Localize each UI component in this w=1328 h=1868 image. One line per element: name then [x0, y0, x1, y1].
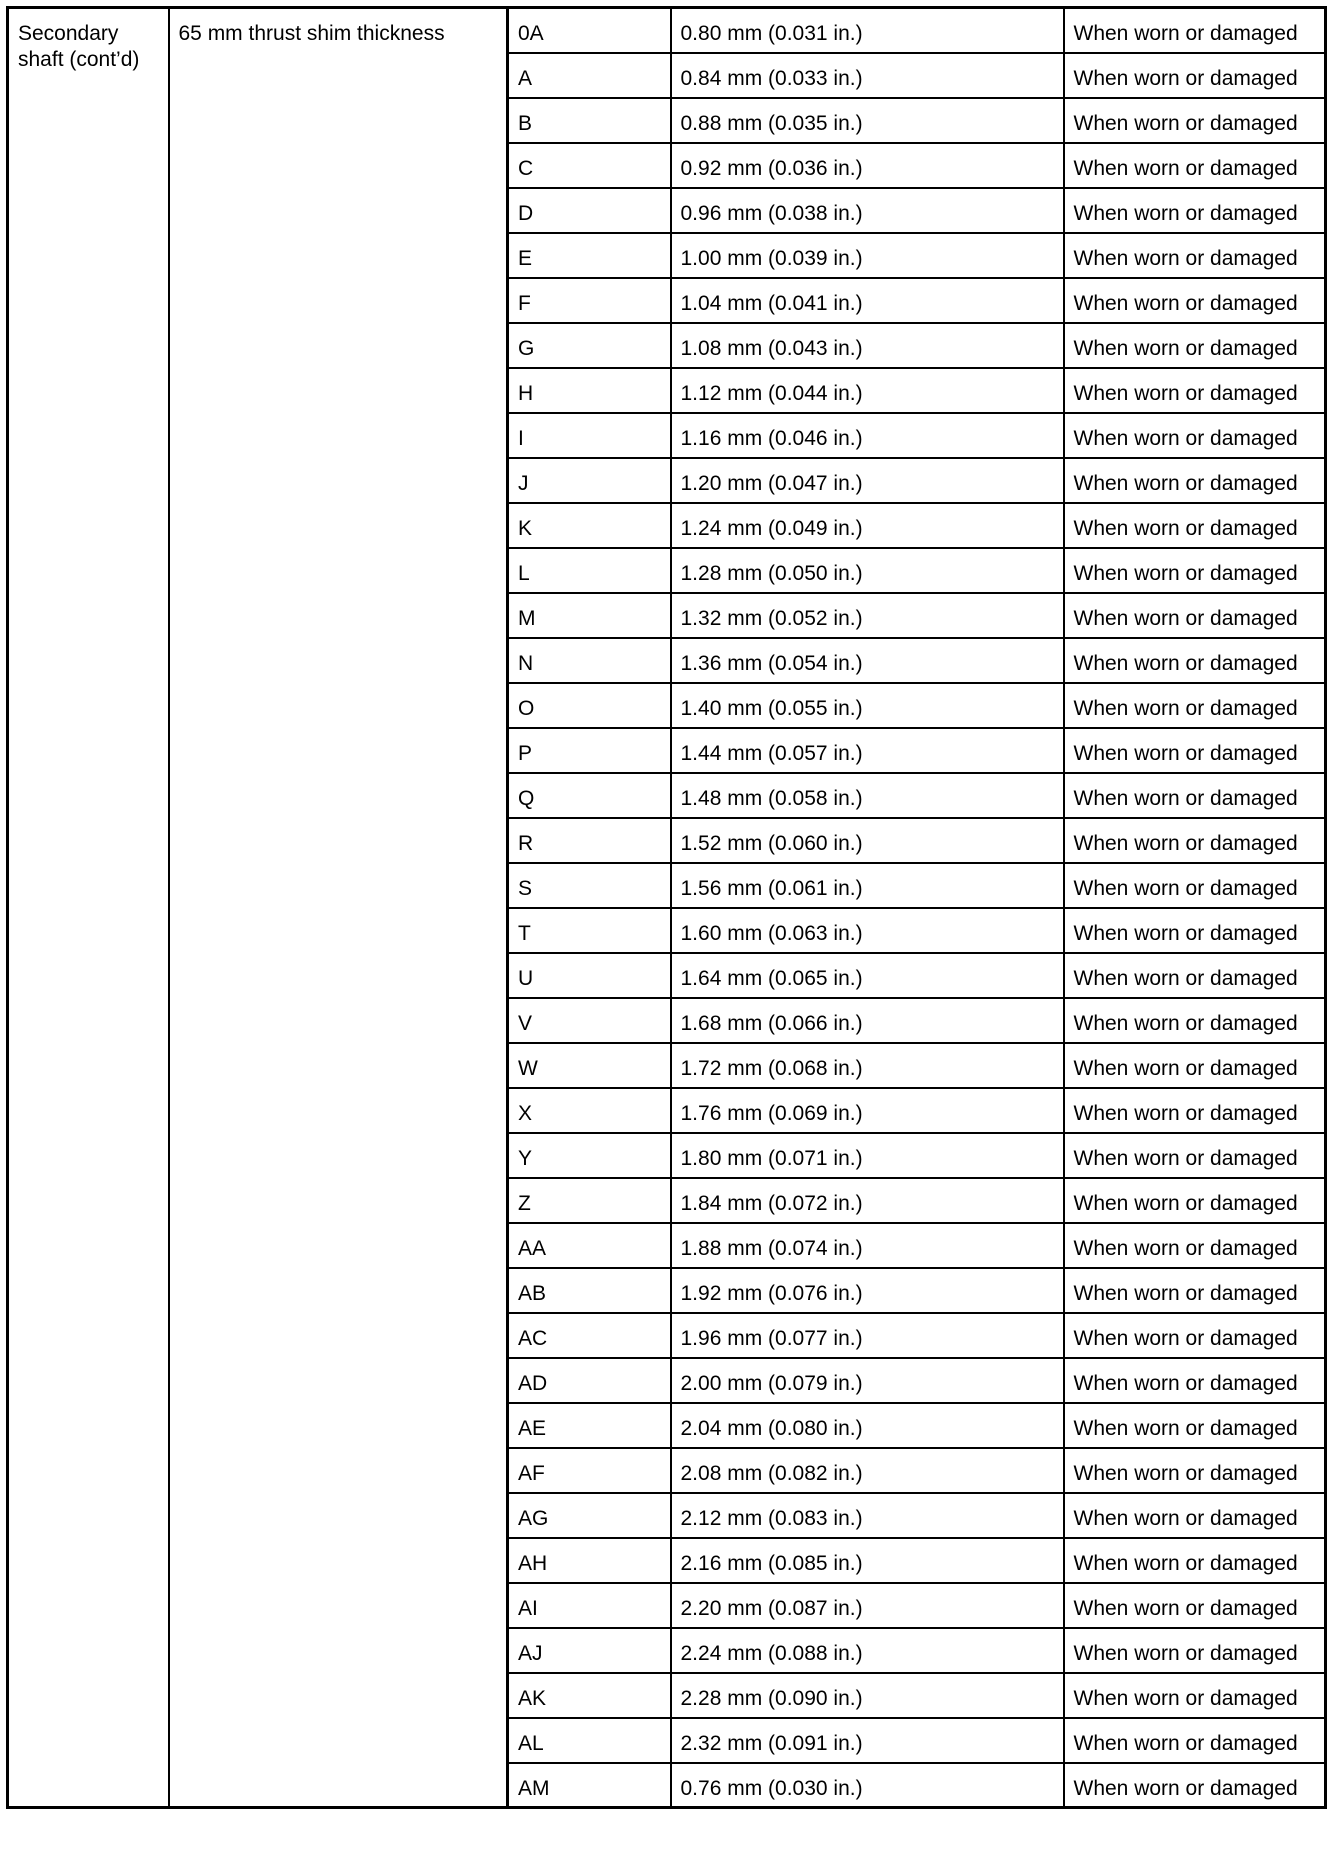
shim-thickness-cell: 2.04 mm (0.080 in.) — [671, 1403, 1064, 1448]
service-limit-cell: When worn or damaged — [1064, 1088, 1326, 1133]
shim-code-cell: U — [508, 953, 671, 998]
shim-thickness-cell: 2.20 mm (0.087 in.) — [671, 1583, 1064, 1628]
shim-code-cell: N — [508, 638, 671, 683]
service-limit-cell: When worn or damaged — [1064, 593, 1326, 638]
service-limit-cell: When worn or damaged — [1064, 503, 1326, 548]
shim-code-cell: J — [508, 458, 671, 503]
shim-code-cell: C — [508, 143, 671, 188]
shim-thickness-cell: 0.84 mm (0.033 in.) — [671, 53, 1064, 98]
shim-thickness-cell: 2.12 mm (0.083 in.) — [671, 1493, 1064, 1538]
shim-code-cell: Y — [508, 1133, 671, 1178]
shim-code-cell: L — [508, 548, 671, 593]
service-limit-cell: When worn or damaged — [1064, 548, 1326, 593]
service-limit-cell: When worn or damaged — [1064, 1493, 1326, 1538]
shim-code-cell: AA — [508, 1223, 671, 1268]
service-limit-cell: When worn or damaged — [1064, 683, 1326, 728]
service-limit-cell: When worn or damaged — [1064, 1538, 1326, 1583]
shim-code-cell: AM — [508, 1763, 671, 1808]
shim-code-cell: AG — [508, 1493, 671, 1538]
shim-thickness-cell: 1.76 mm (0.069 in.) — [671, 1088, 1064, 1133]
service-limit-cell: When worn or damaged — [1064, 908, 1326, 953]
shim-code-cell: O — [508, 683, 671, 728]
shim-thickness-cell: 1.48 mm (0.058 in.) — [671, 773, 1064, 818]
service-limit-cell: When worn or damaged — [1064, 1718, 1326, 1763]
shim-code-cell: H — [508, 368, 671, 413]
shim-code-cell: AE — [508, 1403, 671, 1448]
shim-code-cell: G — [508, 323, 671, 368]
shim-code-cell: V — [508, 998, 671, 1043]
service-limit-cell: When worn or damaged — [1064, 98, 1326, 143]
service-limit-cell: When worn or damaged — [1064, 638, 1326, 683]
shim-code-cell: AH — [508, 1538, 671, 1583]
shim-code-cell: AC — [508, 1313, 671, 1358]
shim-thickness-cell: 1.36 mm (0.054 in.) — [671, 638, 1064, 683]
part-name-cell: Secondary shaft (cont’d) — [8, 8, 169, 1808]
shim-thickness-cell: 2.32 mm (0.091 in.) — [671, 1718, 1064, 1763]
service-limit-cell: When worn or damaged — [1064, 1403, 1326, 1448]
shim-spec-table — [6, 6, 1327, 1809]
shim-code-cell: K — [508, 503, 671, 548]
service-limit-cell: When worn or damaged — [1064, 368, 1326, 413]
shim-thickness-cell: 1.44 mm (0.057 in.) — [671, 728, 1064, 773]
shim-thickness-cell: 1.32 mm (0.052 in.) — [671, 593, 1064, 638]
service-limit-cell: When worn or damaged — [1064, 818, 1326, 863]
shim-thickness-cell: 1.20 mm (0.047 in.) — [671, 458, 1064, 503]
shim-code-cell: S — [508, 863, 671, 908]
shim-code-cell: R — [508, 818, 671, 863]
shim-code-cell: E — [508, 233, 671, 278]
shim-thickness-cell: 1.24 mm (0.049 in.) — [671, 503, 1064, 548]
shim-thickness-cell: 1.40 mm (0.055 in.) — [671, 683, 1064, 728]
shim-code-cell: AL — [508, 1718, 671, 1763]
shim-thickness-cell: 0.92 mm (0.036 in.) — [671, 143, 1064, 188]
shim-thickness-cell: 1.68 mm (0.066 in.) — [671, 998, 1064, 1043]
shim-thickness-cell: 2.00 mm (0.079 in.) — [671, 1358, 1064, 1403]
shim-thickness-cell: 1.52 mm (0.060 in.) — [671, 818, 1064, 863]
shim-code-cell: AB — [508, 1268, 671, 1313]
service-limit-cell: When worn or damaged — [1064, 1763, 1326, 1808]
shim-code-cell: I — [508, 413, 671, 458]
shim-thickness-cell: 0.96 mm (0.038 in.) — [671, 188, 1064, 233]
service-limit-cell: When worn or damaged — [1064, 773, 1326, 818]
service-limit-cell: When worn or damaged — [1064, 1583, 1326, 1628]
service-limit-cell: When worn or damaged — [1064, 1313, 1326, 1358]
shim-code-cell: W — [508, 1043, 671, 1088]
shim-thickness-cell: 1.92 mm (0.076 in.) — [671, 1268, 1064, 1313]
shim-thickness-cell: 2.24 mm (0.088 in.) — [671, 1628, 1064, 1673]
spec-table-body — [8, 8, 1326, 1808]
shim-thickness-cell: 1.64 mm (0.065 in.) — [671, 953, 1064, 998]
shim-code-cell: AJ — [508, 1628, 671, 1673]
shim-thickness-cell: 1.12 mm (0.044 in.) — [671, 368, 1064, 413]
shim-thickness-cell: 1.04 mm (0.041 in.) — [671, 278, 1064, 323]
service-limit-cell: When worn or damaged — [1064, 233, 1326, 278]
service-limit-cell: When worn or damaged — [1064, 953, 1326, 998]
service-limit-cell: When worn or damaged — [1064, 323, 1326, 368]
service-limit-cell: When worn or damaged — [1064, 8, 1326, 53]
shim-code-cell: M — [508, 593, 671, 638]
service-limit-cell: When worn or damaged — [1064, 998, 1326, 1043]
shim-thickness-cell: 1.56 mm (0.061 in.) — [671, 863, 1064, 908]
item-name-cell: 65 mm thrust shim thickness — [169, 8, 508, 1808]
shim-thickness-cell: 2.16 mm (0.085 in.) — [671, 1538, 1064, 1583]
shim-thickness-cell: 1.60 mm (0.063 in.) — [671, 908, 1064, 953]
service-limit-cell: When worn or damaged — [1064, 413, 1326, 458]
service-limit-cell: When worn or damaged — [1064, 458, 1326, 503]
service-limit-cell: When worn or damaged — [1064, 863, 1326, 908]
shim-thickness-cell: 0.80 mm (0.031 in.) — [671, 8, 1064, 53]
shim-thickness-cell: 0.76 mm (0.030 in.) — [671, 1763, 1064, 1808]
service-limit-cell: When worn or damaged — [1064, 1223, 1326, 1268]
shim-code-cell: T — [508, 908, 671, 953]
shim-thickness-cell: 0.88 mm (0.035 in.) — [671, 98, 1064, 143]
service-limit-cell: When worn or damaged — [1064, 1448, 1326, 1493]
service-limit-cell: When worn or damaged — [1064, 53, 1326, 98]
shim-thickness-cell: 1.00 mm (0.039 in.) — [671, 233, 1064, 278]
service-limit-cell: When worn or damaged — [1064, 1358, 1326, 1403]
service-limit-cell: When worn or damaged — [1064, 1673, 1326, 1718]
service-limit-cell: When worn or damaged — [1064, 143, 1326, 188]
shim-thickness-cell: 1.16 mm (0.046 in.) — [671, 413, 1064, 458]
shim-code-cell: AK — [508, 1673, 671, 1718]
shim-code-cell: 0A — [508, 8, 671, 53]
shim-thickness-cell: 1.96 mm (0.077 in.) — [671, 1313, 1064, 1358]
shim-thickness-cell: 2.08 mm (0.082 in.) — [671, 1448, 1064, 1493]
shim-code-cell: Q — [508, 773, 671, 818]
table-row — [8, 8, 1326, 53]
service-limit-cell: When worn or damaged — [1064, 1133, 1326, 1178]
service-limit-cell: When worn or damaged — [1064, 188, 1326, 233]
shim-code-cell: B — [508, 98, 671, 143]
shim-thickness-cell: 1.72 mm (0.068 in.) — [671, 1043, 1064, 1088]
shim-code-cell: Z — [508, 1178, 671, 1223]
service-limit-cell: When worn or damaged — [1064, 1178, 1326, 1223]
shim-code-cell: AD — [508, 1358, 671, 1403]
shim-code-cell: A — [508, 53, 671, 98]
service-limit-cell: When worn or damaged — [1064, 1043, 1326, 1088]
shim-code-cell: P — [508, 728, 671, 773]
shim-thickness-cell: 1.88 mm (0.074 in.) — [671, 1223, 1064, 1268]
service-limit-cell: When worn or damaged — [1064, 278, 1326, 323]
service-limit-cell: When worn or damaged — [1064, 728, 1326, 773]
shim-code-cell: X — [508, 1088, 671, 1133]
shim-thickness-cell: 1.28 mm (0.050 in.) — [671, 548, 1064, 593]
shim-code-cell: D — [508, 188, 671, 233]
shim-thickness-cell: 1.84 mm (0.072 in.) — [671, 1178, 1064, 1223]
shim-code-cell: F — [508, 278, 671, 323]
shim-thickness-cell: 2.28 mm (0.090 in.) — [671, 1673, 1064, 1718]
shim-thickness-cell: 1.08 mm (0.043 in.) — [671, 323, 1064, 368]
shim-code-cell: AI — [508, 1583, 671, 1628]
service-limit-cell: When worn or damaged — [1064, 1268, 1326, 1313]
shim-code-cell: AF — [508, 1448, 671, 1493]
shim-thickness-cell: 1.80 mm (0.071 in.) — [671, 1133, 1064, 1178]
service-limit-cell: When worn or damaged — [1064, 1628, 1326, 1673]
